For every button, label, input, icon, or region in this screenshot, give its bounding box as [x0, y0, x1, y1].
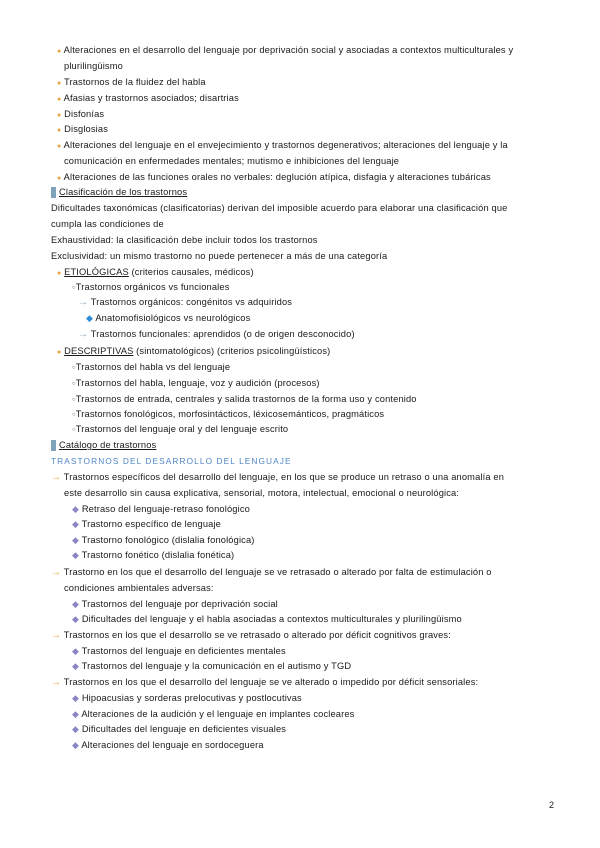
list-item	[57, 171, 491, 185]
list-item	[72, 613, 462, 625]
list-item-cont: este desarrollo sin causa explicativa, sensorial, motora, intelectual, emocional o neurológica:	[64, 488, 460, 498]
list-item	[57, 92, 239, 106]
list-item	[72, 518, 221, 530]
item-text: (criterios causales, médicos)	[128, 267, 254, 277]
item-text: Trastornos orgánicos: congénitos vs adquiridos	[90, 297, 293, 307]
list-item	[72, 549, 234, 561]
list-item-cont: comunicación en enfermedades mentales; mutismo e inhibiciones del lenguaje	[64, 156, 400, 166]
diamond-icon: ◆	[72, 504, 80, 514]
diamond-icon: ◆	[86, 313, 94, 323]
label: ETIOLÓGICAS	[64, 267, 129, 277]
diamond-icon: ◆	[72, 661, 80, 671]
heading-text: Catálogo de trastornos	[59, 440, 157, 450]
arrow-icon: →	[51, 472, 62, 483]
arrow-icon: →	[78, 297, 89, 308]
list-item	[72, 393, 417, 407]
subsection-title: TRASTORNOS DEL DESARROLLO DEL LENGUAJE	[51, 456, 292, 466]
item-text: Retraso del lenguaje-retraso fonológico	[81, 504, 250, 514]
diamond-icon: ◆	[72, 740, 80, 750]
heading-text: Clasificación de los trastornos	[59, 187, 188, 197]
item-text: Trastornos del lenguaje en deficientes mentales	[81, 646, 286, 656]
list-item	[57, 266, 254, 280]
bullet-icon: ●	[57, 96, 62, 103]
diamond-icon: ◆	[72, 614, 80, 624]
item-text: Afasias y trastornos asociados; disartrias	[63, 93, 239, 103]
list-item	[78, 296, 292, 309]
item-text: Trastornos específicos del desarrollo del lenguaje, en los que se produce un retraso o una anomalía en	[63, 472, 505, 482]
item-text: Trastornos fonológicos, morfosintácticos, léxicosemánticos, pragmáticos	[75, 409, 385, 419]
page-number: 2	[549, 800, 555, 810]
bullet-icon: ●	[57, 127, 62, 134]
item-text: Trastornos funcionales: aprendidos (o de origen desconocido)	[90, 329, 355, 339]
list-item	[72, 660, 351, 672]
circle-icon: ○	[72, 381, 76, 387]
list-item	[57, 139, 508, 153]
diamond-icon: ◆	[72, 724, 80, 734]
bullet-icon: ●	[57, 175, 62, 182]
list-item	[51, 676, 478, 689]
item-text: Trastornos de entrada, centrales y salida trastornos de la forma uso y contenido	[75, 394, 417, 404]
list-item	[57, 345, 330, 359]
item-text: Alteraciones del lenguaje en sordoceguera	[81, 740, 264, 750]
section-heading	[51, 439, 156, 451]
list-item	[72, 723, 286, 735]
circle-icon: ○	[72, 412, 76, 418]
item-text: Trastornos del lenguaje oral y del lenguaje escrito	[75, 424, 289, 434]
bullet-icon: ●	[57, 48, 62, 55]
paragraph: Exclusividad: un mismo trastorno no puede pertenecer a más de una categoría	[51, 251, 388, 261]
item-text: Trastornos del lenguaje y la comunicación en el autismo y TGD	[81, 661, 352, 671]
list-item	[72, 408, 384, 422]
list-item	[78, 328, 355, 341]
item-text: Trastorno fonético (dislalia fonética)	[81, 550, 235, 560]
item-text: Hipoacusias y sorderas prelocutivas y postlocutivas	[81, 693, 302, 703]
item-text: Dificultades del lenguaje en deficientes visuales	[81, 724, 287, 734]
list-item	[86, 312, 250, 324]
paragraph: Dificultades taxonómicas (clasificatorias) derivan del imposible acuerdo para elaborar una clasificación que	[51, 203, 508, 213]
item-text: Trastorno fonológico (dislalia fonológica)	[81, 535, 255, 545]
item-text: Disglosias	[64, 124, 108, 134]
item-text: Alteraciones del lenguaje en el envejecimiento y trastornos degenerativos; alteraciones del lenguaje y la	[63, 140, 508, 150]
item-text: Trastornos de la fluidez del habla	[63, 77, 206, 87]
list-item	[72, 692, 302, 704]
item-text: Disfonías	[64, 109, 105, 119]
list-item	[72, 361, 230, 375]
item-text: Alteraciones de la audición y el lenguaje en implantes cocleares	[81, 709, 355, 719]
bullet-icon: ●	[57, 349, 62, 356]
item-text: Trastornos orgánicos vs funcionales	[75, 282, 230, 292]
heading-marker	[51, 187, 56, 198]
heading-marker	[51, 440, 56, 451]
circle-icon: ○	[72, 427, 76, 433]
list-item-cont: plurilingüismo	[64, 61, 123, 71]
list-item	[72, 503, 250, 515]
list-item	[72, 598, 278, 610]
bullet-icon: ●	[57, 80, 62, 87]
list-item	[57, 76, 206, 90]
item-text: Trastorno específico de lenguaje	[81, 519, 221, 529]
circle-icon: ○	[72, 365, 76, 371]
arrow-icon: →	[51, 567, 62, 578]
list-item	[51, 566, 492, 579]
list-item	[57, 44, 513, 58]
item-text: Alteraciones en el desarrollo del lenguaje por deprivación social y asociadas a contextos multiculturales y	[63, 45, 514, 55]
arrow-icon: →	[51, 677, 62, 688]
diamond-icon: ◆	[72, 550, 80, 560]
diamond-icon: ◆	[72, 709, 80, 719]
item-text: Trastornos del habla, lenguaje, voz y audición (procesos)	[75, 378, 320, 388]
list-item	[72, 534, 255, 546]
item-text: (sintomatológicos) (criterios psicolingüísticos)	[133, 346, 331, 356]
item-text: Trastornos del lenguaje por deprivación social	[81, 599, 278, 609]
item-text: Trastornos del habla vs del lenguaje	[75, 362, 231, 372]
item-text: Trastornos en los que el desarrollo del lenguaje se ve alterado o impedido por déficit sensoriales:	[63, 677, 479, 687]
list-item	[57, 108, 104, 122]
diamond-icon: ◆	[72, 599, 80, 609]
label: DESCRIPTIVAS	[64, 346, 134, 356]
bullet-icon: ●	[57, 270, 62, 277]
list-item	[72, 739, 264, 751]
list-item	[51, 471, 504, 484]
list-item	[72, 645, 286, 657]
bullet-icon: ●	[57, 143, 62, 150]
arrow-icon: →	[78, 329, 89, 340]
list-item	[72, 423, 288, 437]
item-text: Anatomofisiológicos vs neurológicos	[95, 313, 251, 323]
diamond-icon: ◆	[72, 693, 80, 703]
bullet-icon: ●	[57, 112, 62, 119]
diamond-icon: ◆	[72, 535, 80, 545]
circle-icon: ○	[72, 397, 76, 403]
paragraph: Exhaustividad: la clasificación debe incluir todos los trastornos	[51, 235, 318, 245]
list-item	[57, 123, 108, 137]
item-text: Trastornos en los que el desarrollo se ve retrasado o alterado por déficit cognitivos graves:	[63, 630, 451, 640]
item-text: Trastorno en los que el desarrollo del lenguaje se ve retrasado o alterado por falta de estimulación o	[63, 567, 492, 577]
diamond-icon: ◆	[72, 646, 80, 656]
list-item	[72, 708, 354, 720]
list-item	[72, 377, 320, 391]
list-item-cont: condiciones ambientales adversas:	[64, 583, 214, 593]
list-item	[72, 281, 230, 295]
item-text: Alteraciones de las funciones orales no verbales: deglución atípica, disfagia y alteraciones tubáricas	[63, 172, 491, 182]
list-item	[51, 629, 451, 642]
diamond-icon: ◆	[72, 519, 80, 529]
section-heading	[51, 186, 187, 198]
item-text: Dificultades del lenguaje y el habla asociadas a contextos multiculturales y plurilingüismo	[81, 614, 462, 624]
circle-icon: ○	[72, 285, 76, 291]
arrow-icon: →	[51, 630, 62, 641]
paragraph: cumpla las condiciones de	[51, 219, 164, 229]
